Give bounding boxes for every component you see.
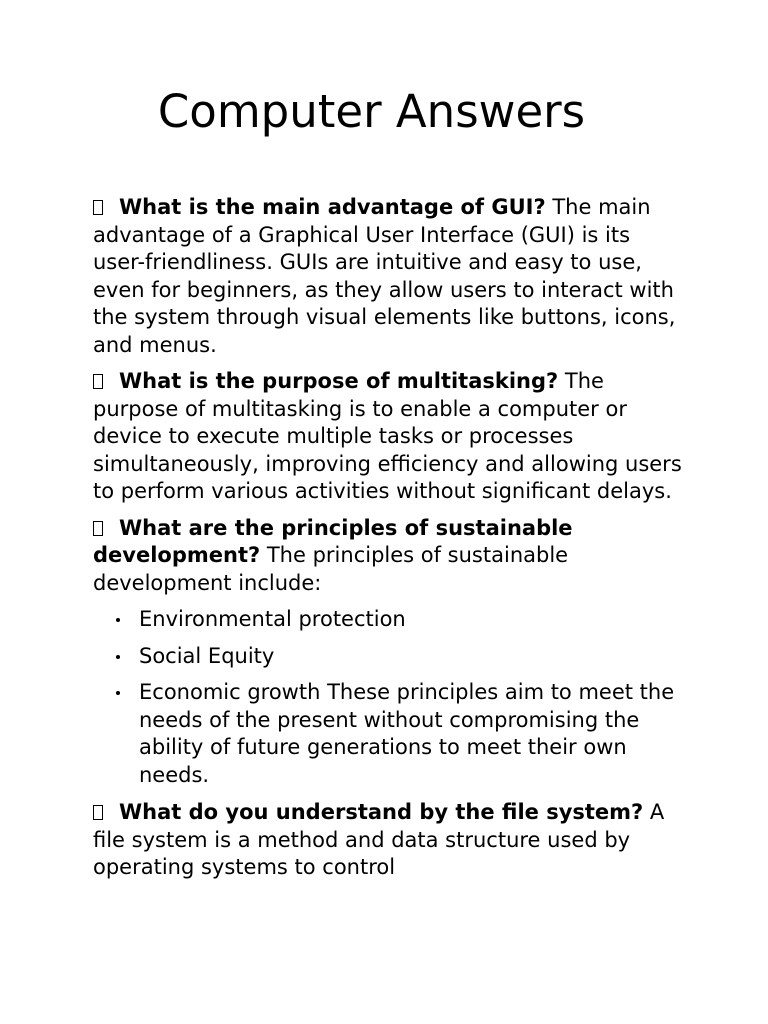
missing-glyph-icon xyxy=(93,521,103,536)
bullet-dot-icon xyxy=(116,655,120,659)
qa-item-gui xyxy=(93,194,683,359)
question-text: What are the principles of sustainable development? xyxy=(93,515,573,567)
missing-glyph-icon xyxy=(93,200,103,215)
list-item-text: Environmental protection xyxy=(139,607,406,631)
bullet-dot-icon xyxy=(116,691,120,695)
page-title: Computer Answers xyxy=(157,85,586,138)
qa-item-multitasking xyxy=(93,368,683,506)
list-item xyxy=(93,606,683,634)
document-body xyxy=(93,194,683,891)
principles-list xyxy=(93,606,683,789)
answer-text: The principles of sustainable development include: xyxy=(93,543,569,595)
list-item xyxy=(93,643,683,671)
list-item-text: Social Equity xyxy=(139,643,275,668)
bullet-dot-icon xyxy=(116,618,120,622)
answer-text: The purpose of multitasking is to enable a computer or device to execute multiple tasks or processes simultaneously, improving efficiency and allowing users to perform various activities without significant delays. xyxy=(93,369,682,503)
list-item xyxy=(93,679,683,789)
qa-item-file-system xyxy=(93,799,683,882)
question-text: What do you understand by the file system? xyxy=(119,800,644,824)
question-text: What is the main advantage of GUI? xyxy=(119,195,546,219)
list-item-text: Economic growth These principles aim to meet the needs of the present without compromising the ability of future generations to meet their own needs. xyxy=(139,680,675,787)
missing-glyph-icon xyxy=(93,805,103,820)
question-text: What is the purpose of multitasking? xyxy=(119,369,559,393)
answer-text: A file system is a method and data structure used by operating systems to control xyxy=(93,800,665,879)
qa-item-sustainable-development xyxy=(93,515,683,598)
missing-glyph-icon xyxy=(93,374,103,389)
answer-text: The main advantage of a Graphical User Interface (GUI) is its user-friendliness. GUIs are intuitive and easy to use, even for beginners, as they allow users to interact with the system through visual elements like buttons, icons, and menus. xyxy=(93,195,676,357)
